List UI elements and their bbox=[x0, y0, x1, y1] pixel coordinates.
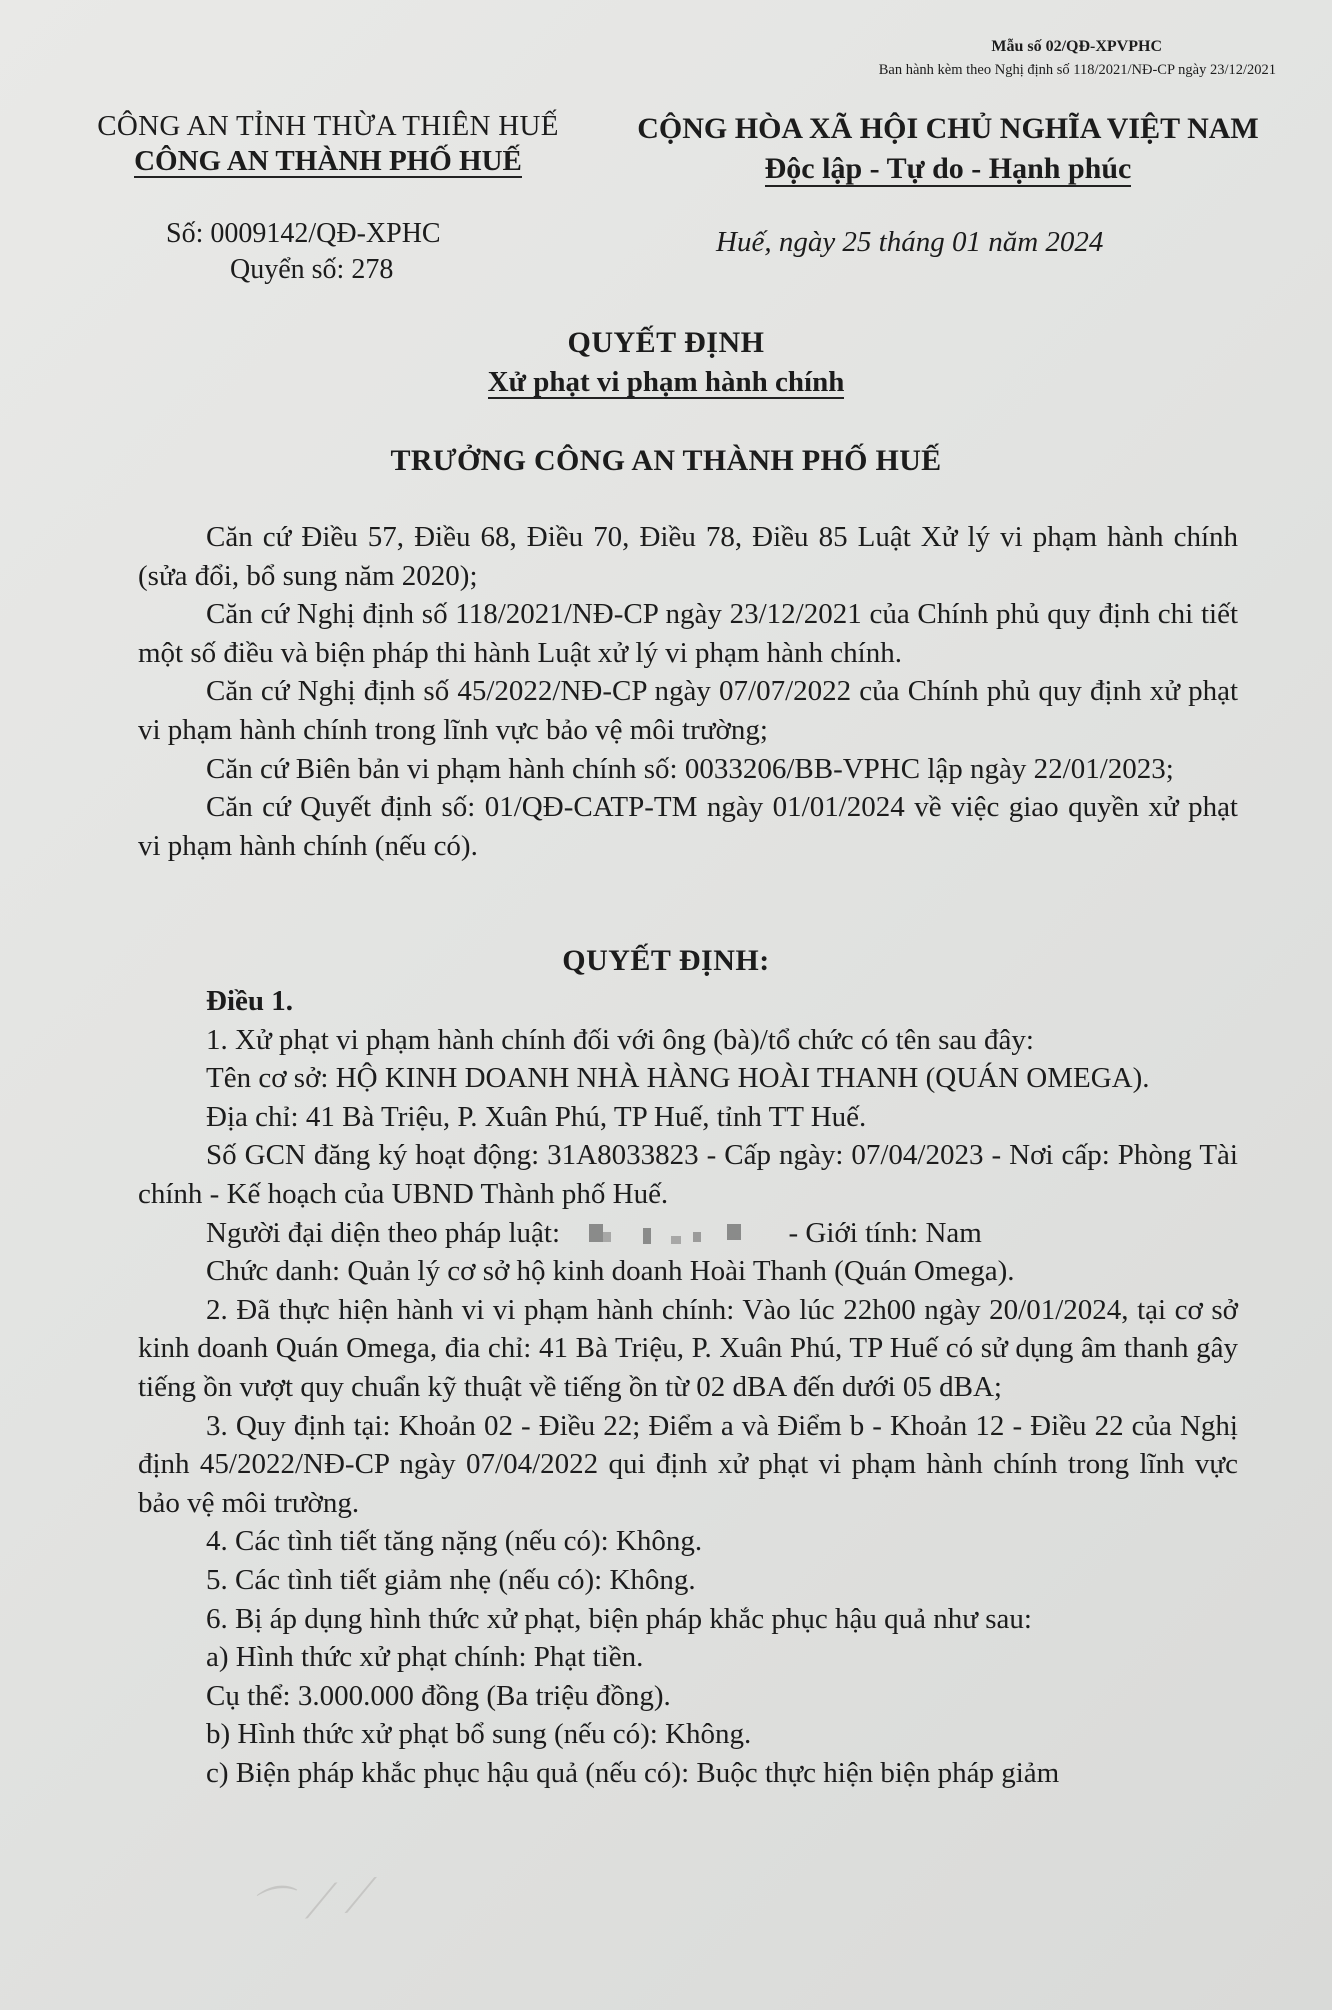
decision-heading: QUYẾT ĐỊNH: bbox=[562, 944, 770, 977]
book-number: Quyển số: 278 bbox=[230, 254, 394, 285]
representative-position: Chức danh: Quản lý cơ sở hộ kinh doanh Hoài Thanh (Quán Omega). bbox=[206, 1255, 1015, 1288]
item-1-intro: 1. Xử phạt vi phạm hành chính đối với ông (bà)/tổ chức có tên sau đây: bbox=[206, 1023, 1034, 1056]
registration-info: Số GCN đăng ký hoạt động: 31A8033823 - Cấp ngày: 07/04/2023 - Nơi cấp: Phòng Tài chính - Kế hoạch của UBND Thành phố Huế. bbox=[138, 1139, 1238, 1210]
document-subtitle-text: Xử phạt vi phạm hành chính bbox=[487, 366, 845, 398]
national-motto bbox=[598, 152, 1298, 187]
item-3-regulation: 3. Quy định tại: Khoản 02 - Điều 22; Điểm a và Điểm b - Khoản 12 - Điều 22 của Nghị định 45/2022/NĐ-CP ngày 07/04/2022 qui định xử phạt vi phạm hành chính trong lĩnh vực bảo vệ môi trường. bbox=[138, 1409, 1238, 1519]
document-number: Số: 0009142/QĐ-XPHC bbox=[166, 218, 441, 249]
item-2-violation: 2. Đã thực hiện hành vi vi phạm hành chính: Vào lúc 22h00 ngày 20/01/2024, tại cơ sở kinh doanh Quán Omega, đia chỉ: 41 Bà Triệu, P. Xuân Phú, TP Huế có sử dụng âm thanh gây tiếng ồn vượt quy chuẩn kỹ thuật về tiếng ồn từ 02 dBA đến dưới 05 dBA; bbox=[138, 1293, 1238, 1403]
national-motto-text: Độc lập - Tự do - Hạnh phúc bbox=[764, 152, 1132, 185]
legal-basis: Căn cứ Biên bản vi phạm hành chính số: 0033206/BB-VPHC lập ngày 22/01/2023; bbox=[206, 752, 1174, 785]
item-6a-main-penalty: a) Hình thức xử phạt chính: Phạt tiền. bbox=[206, 1641, 644, 1674]
legal-basis: Căn cứ Quyết định số: 01/QĐ-CATP-TM ngày 01/01/2024 về việc giao quyền xử phạt vi phạm hành chính (nếu có). bbox=[138, 791, 1238, 862]
item-4-aggravating: 4. Các tình tiết tăng nặng (nếu có): Không. bbox=[206, 1525, 703, 1558]
item-6-penalties: 6. Bị áp dụng hình thức xử phạt, biện pháp khắc phục hậu quả như sau: bbox=[206, 1602, 1032, 1635]
representative-gender: - Giới tính: Nam bbox=[788, 1216, 982, 1249]
article-1 bbox=[138, 982, 1238, 1792]
nation-name: CỘNG HÒA XÃ HỘI CHỦ NGHĨA VIỆT NAM bbox=[637, 112, 1259, 145]
legal-basis: Căn cứ Nghị định số 45/2022/NĐ-CP ngày 07/07/2022 của Chính phủ quy định xử phạt vi phạm hành chính trong lĩnh vực bảo vệ môi trường; bbox=[138, 675, 1238, 746]
legal-basis: Căn cứ Điều 57, Điều 68, Điều 70, Điều 78, Điều 85 Luật Xử lý vi phạm hành chính (sửa đổi, bổ sung năm 2020); bbox=[138, 521, 1238, 592]
issuing-authority: TRƯỞNG CÔNG AN THÀNH PHỐ HUẾ bbox=[390, 444, 942, 477]
item-6a-amount: Cụ thể: 3.000.000 đồng (Ba triệu đồng). bbox=[206, 1679, 671, 1712]
redacted-name bbox=[567, 1218, 781, 1248]
business-address: Địa chỉ: 41 Bà Triệu, P. Xuân Phú, TP Huế, tỉnh TT Huế. bbox=[206, 1100, 867, 1133]
legal-bases bbox=[138, 518, 1238, 865]
issue-date: Huế, ngày 25 tháng 01 năm 2024 bbox=[716, 226, 1104, 258]
item-6c-remedial-measures: c) Biện pháp khắc phục hậu quả (nếu có): Buộc thực hiện biện pháp giảm bbox=[206, 1756, 1060, 1789]
document-subtitle bbox=[0, 366, 1332, 399]
issuing-agency bbox=[58, 145, 598, 178]
representative-label: Người đại diện theo pháp luật: bbox=[206, 1216, 561, 1249]
item-6b-additional-penalty: b) Hình thức xử phạt bổ sung (nếu có): Không. bbox=[206, 1718, 752, 1751]
national-heading bbox=[598, 112, 1298, 187]
faint-handwriting-mark: ⌒ ⟋ ⟋ bbox=[247, 1872, 375, 1936]
legal-representative bbox=[138, 1214, 1238, 1253]
item-5-mitigating: 5. Các tình tiết giảm nhẹ (nếu có): Không. bbox=[206, 1563, 696, 1596]
legal-basis: Căn cứ Nghị định số 118/2021/NĐ-CP ngày 23/12/2021 của Chính phủ quy định chi tiết một số điều và biện pháp thi hành Luật xử lý vi phạm hành chính. bbox=[138, 598, 1238, 669]
parent-agency: CÔNG AN TỈNH THỪA THIÊN HUẾ bbox=[97, 110, 559, 142]
form-note: Ban hành kèm theo Nghị định số 118/2021/NĐ-CP ngày 23/12/2021 bbox=[878, 62, 1276, 78]
business-name: Tên cơ sở: HỘ KINH DOANH NHÀ HÀNG HOÀI THANH (QUÁN OMEGA). bbox=[206, 1062, 1150, 1095]
document-title: QUYẾT ĐỊNH bbox=[567, 326, 765, 359]
issuing-agency-block bbox=[58, 110, 598, 178]
form-code: Mẫu số 02/QĐ-XPVPHC bbox=[991, 38, 1162, 55]
issuing-agency-name: CÔNG AN THÀNH PHỐ HUẾ bbox=[134, 145, 522, 177]
article-label: Điều 1. bbox=[206, 985, 293, 1017]
